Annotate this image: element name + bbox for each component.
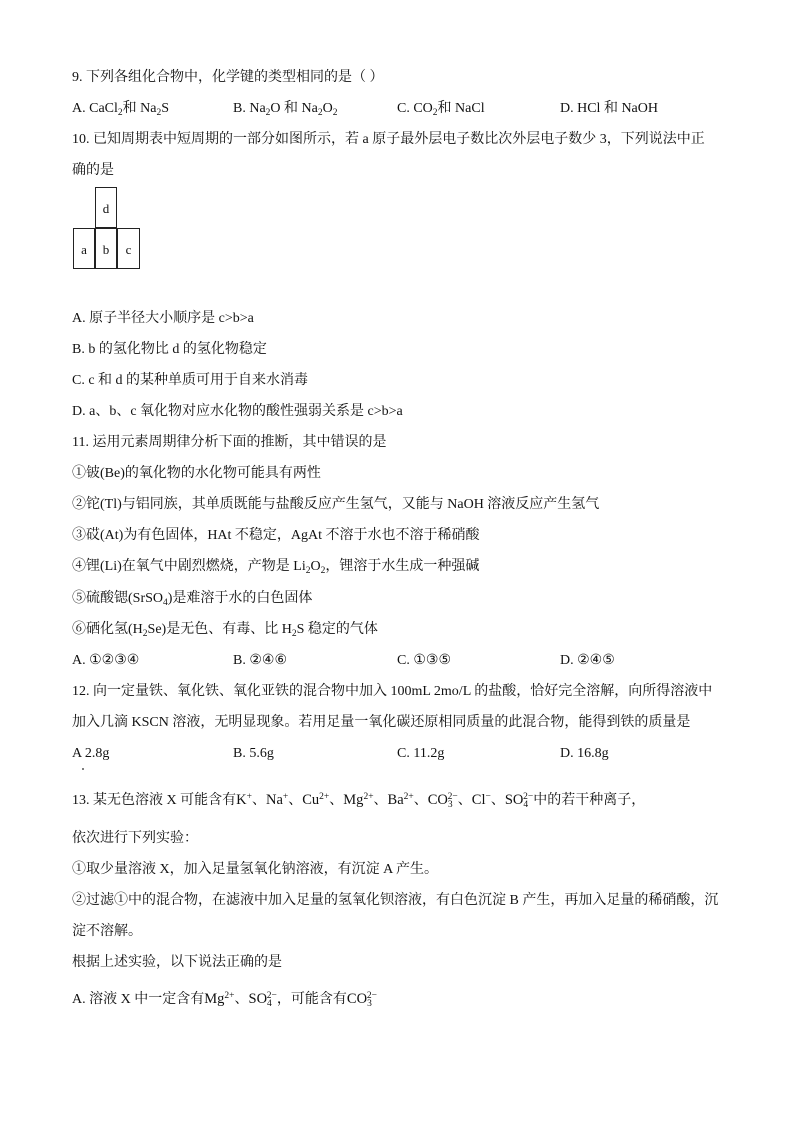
q11-option-c[interactable]: C. ①③⑤ <box>397 653 451 668</box>
ion-k: K+ <box>236 792 252 808</box>
ion-ba: $Ba^{2+}$ <box>387 792 414 808</box>
q10-option-a[interactable]: A. 原子半径大小顺序是 c>b>a <box>72 311 254 326</box>
q12-option-c[interactable]: C. 11.2g <box>397 746 445 761</box>
q11-statement-6: ⑥硒化氢$(H_2Se)$是无色、有毒、比 $H_2S$ 稳定的气体 <box>72 622 378 639</box>
q10-option-b[interactable]: B. b 的氢化物比 d 的氢化物稳定 <box>72 342 267 357</box>
q11-statement-4: ④锂(Li)在氧气中剧烈燃烧，产物是 $Li_2O_2$，锂溶于水生成一种强碱 <box>72 559 480 576</box>
q11-statement-5: ⑤硫酸锶(SrSO$_4$)是难溶于水的白色固体 <box>72 591 313 608</box>
q12-option-b[interactable]: B. 5.6g <box>233 746 274 761</box>
q11-option-b[interactable]: B. ②④⑥ <box>233 653 287 668</box>
q11-statement-2: ②铊(Tl)与铝同族，其单质既能与盐酸反应产生氢气，又能与 NaOH 溶液反应产生氢气 <box>72 497 600 512</box>
q13-step-1: ①取少量溶液 X，加入足量氢氧化钠溶液，有沉淀 A 产生。 <box>72 862 438 877</box>
q12-stem-line1: 12. 向一定量铁、氧化铁、氧化亚铁的混合物中加入 100mL 2mo/L 的盐酸，恰好完全溶解，向所得溶液中 <box>72 684 713 699</box>
stray-mark <box>82 768 84 770</box>
q9-stem: 9. 下列各组化合物中，化学键的类型相同的是（ ） <box>72 70 384 85</box>
q9-option-b[interactable]: B. $Na_2O$ 和 $Na_2O_2$ <box>233 101 338 118</box>
q11-option-a[interactable]: A. ①②③④ <box>72 653 140 668</box>
ion-co3-a: $CO_3^{2-}$ <box>346 991 377 1009</box>
q9-option-c[interactable]: C. $CO_2$和 NaCl <box>397 101 485 118</box>
q11-statement-3: ③砹(At)为有色固体，HAt 不稳定，AgAt 不溶于水也不溶于稀硝酸 <box>72 528 480 543</box>
q11-option-d[interactable]: D. ②④⑤ <box>560 653 615 668</box>
ion-cl: Cl− <box>471 792 491 808</box>
q13-step-2-line2: 淀不溶解。 <box>72 924 142 939</box>
q12-stem-line2: 加入几滴 KSCN 溶液，无明显现象。若用足量一氧化碳还原相同质量的此混合物，能得到铁的质量是 <box>72 715 691 730</box>
ion-mg: $Mg^{2+}$ <box>343 792 374 808</box>
q13-stem-line1: 13. 某无色溶液 X 可能含有K+、Na+、$Cu^{2+}$、$Mg^{2+}$、$Ba^{2+}$、$CO_3^{2-}$、Cl−、$SO_4^{2-}$中的若干种离子， <box>72 792 646 810</box>
table-cell-d: d <box>95 187 117 228</box>
q13-option-a[interactable]: A. 溶液 X 中一定含有$Mg^{2+}$、$SO_4^{2-}$，可能含有$CO_3^{2-}$ <box>72 991 377 1009</box>
q11-statement-1: ①铍(Be)的氧化物的水化物可能具有两性 <box>72 466 321 481</box>
q12-option-d[interactable]: D. 16.8g <box>560 746 609 761</box>
q10-option-d[interactable]: D. a、b、c 氧化物对应水化物的酸性强弱关系是 c>b>a <box>72 404 403 419</box>
q10-option-c[interactable]: C. c 和 d 的某种单质可用于自来水消毒 <box>72 373 309 388</box>
table-cell-b: b <box>95 228 117 269</box>
q13-conclusion: 根据上述实验，以下说法正确的是 <box>72 955 282 970</box>
q10-stem-line2: 确的是 <box>72 163 114 178</box>
ion-na: Na+ <box>265 792 289 808</box>
q13-step-2-line1: ②过滤①中的混合物，在滤液中加入足量的氢氧化钡溶液，有白色沉淀 B 产生，再加入足量的稀硝酸，沉 <box>72 893 719 908</box>
q12-option-a[interactable]: A 2.8g <box>72 746 110 761</box>
ion-so4: $SO_4^{2-}$ <box>504 792 534 810</box>
ion-cu: $Cu^{2+}$ <box>302 792 330 808</box>
table-cell-a: a <box>73 228 95 269</box>
q9-option-d[interactable]: D. HCl 和 NaOH <box>560 101 658 116</box>
ion-mg-a: $Mg^{2+}$ <box>204 991 235 1007</box>
q11-stem: 11. 运用元素周期律分析下面的推断，其中错误的是 <box>72 435 387 450</box>
q9-option-a[interactable]: A. CaCl$_2$和 $Na_2S$ <box>72 101 170 118</box>
q13-stem-line2: 依次进行下列实验： <box>72 831 198 846</box>
ion-co3: $CO_3^{2-}$ <box>427 792 458 810</box>
ion-so4-a: $SO_4^{2-}$ <box>248 991 277 1009</box>
q10-stem-line1: 10. 已知周期表中短周期的一部分如图所示，若 a 原子最外层电子数比次外层电子数少 3，下列说法中正 <box>72 132 705 147</box>
table-cell-c: c <box>117 228 140 269</box>
